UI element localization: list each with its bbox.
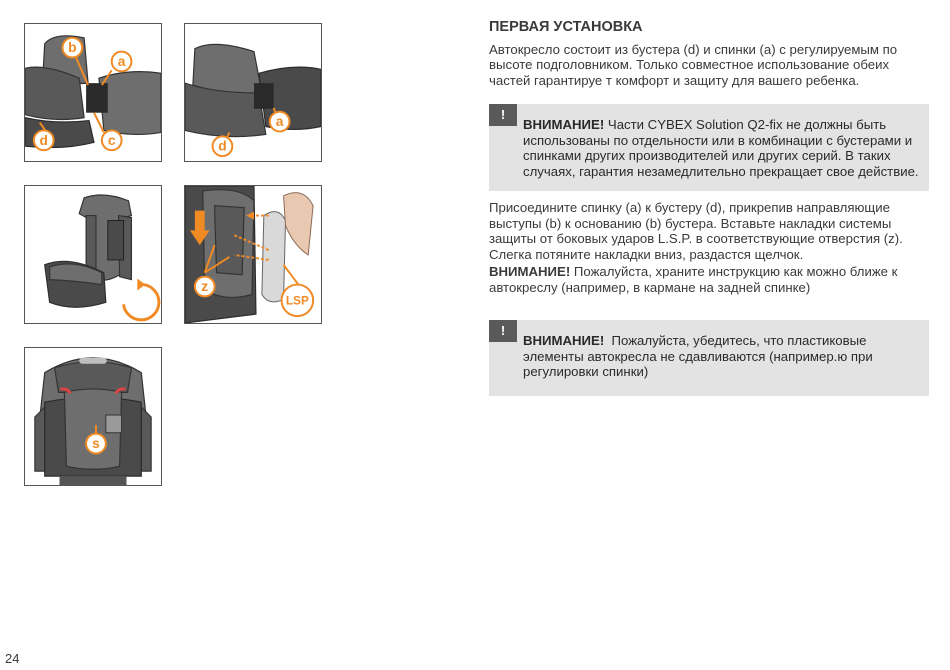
note-body: Пожалуйста, храните инструкцию как можно ближе к автокреслу (например, в кармане на задней спинке)	[489, 264, 898, 295]
label-c	[102, 130, 122, 150]
svg-text:d: d	[39, 132, 48, 148]
text-column	[489, 20, 929, 396]
figure-5-drawing	[25, 348, 161, 485]
figure-2-assembled	[184, 23, 322, 162]
warning-box-1	[489, 104, 929, 191]
warning-1-text	[489, 104, 929, 191]
label-a	[270, 112, 290, 132]
svg-text:z: z	[201, 279, 209, 295]
figure-4-drawing	[185, 186, 321, 323]
figure-4-lsp-inserts	[184, 185, 322, 324]
label-a	[112, 52, 132, 72]
warning-2-label: ВНИМАНИЕ!	[523, 333, 605, 348]
svg-text:s: s	[92, 436, 100, 452]
svg-text:d: d	[218, 138, 227, 154]
note-paragraph	[489, 264, 929, 295]
label-d	[34, 130, 54, 150]
intro-paragraph: Автокресло состоит из бустера (d) и спинки (a) с регулируемым по высоте подголовником. Только совместное использование обеих частей гарантируе т комфорт и защиту для вашего ребенка.	[489, 41, 898, 88]
label-z	[195, 277, 215, 297]
warning-box-2	[489, 320, 929, 396]
figure-2-drawing	[185, 24, 321, 161]
figure-3-backrest-tilt	[24, 185, 162, 324]
svg-text:a: a	[117, 53, 126, 69]
note-label: ВНИМАНИЕ!	[489, 264, 571, 279]
warning-1-label: ВНИМАНИЕ!	[523, 117, 605, 132]
svg-text:b: b	[68, 40, 77, 56]
svg-text:a: a	[275, 114, 284, 130]
warning-icon: !	[489, 104, 517, 126]
label-d	[213, 136, 233, 156]
figure-1-drawing	[25, 24, 161, 161]
instructions-paragraph: Присоедините спинку (a) к бустеру (d), прикрепив направляющие выступы (b) к основанию (b) бустера. Вставьте накладки системы защиты от боковых ударов L.S.P. в соответствующие отверстия (z). Слегка потяните накладки вниз, раздастся щелчок.	[489, 200, 903, 262]
label-lsp	[282, 285, 314, 317]
figure-5-front-view	[24, 347, 162, 486]
svg-text:LSP: LSP	[285, 293, 309, 308]
figure-3-drawing	[25, 186, 161, 323]
figure-1-attach-backrest	[24, 23, 162, 162]
page-number: 24	[5, 651, 20, 666]
warning-1-body: Части CYBEX Solution Q2-fix не должны быть использованы по отдельности или в комбинации с бустерами и спинками других производителей или других серий. В таких случаях, гарантия незамедлительно прекращает свое действие.	[523, 117, 919, 179]
section-title: ПЕРВАЯ УСТАНОВКА	[489, 19, 643, 35]
label-b	[62, 38, 82, 58]
svg-text:c: c	[107, 132, 116, 148]
warning-2-body: Пожалуйста, убедитесь, что пластиковые элементы автокресла не сдавливаются (например.ю при регулировки спинки)	[523, 333, 877, 379]
warning-icon: !	[489, 320, 517, 342]
label-s	[86, 434, 106, 454]
warning-2-text	[489, 320, 929, 396]
